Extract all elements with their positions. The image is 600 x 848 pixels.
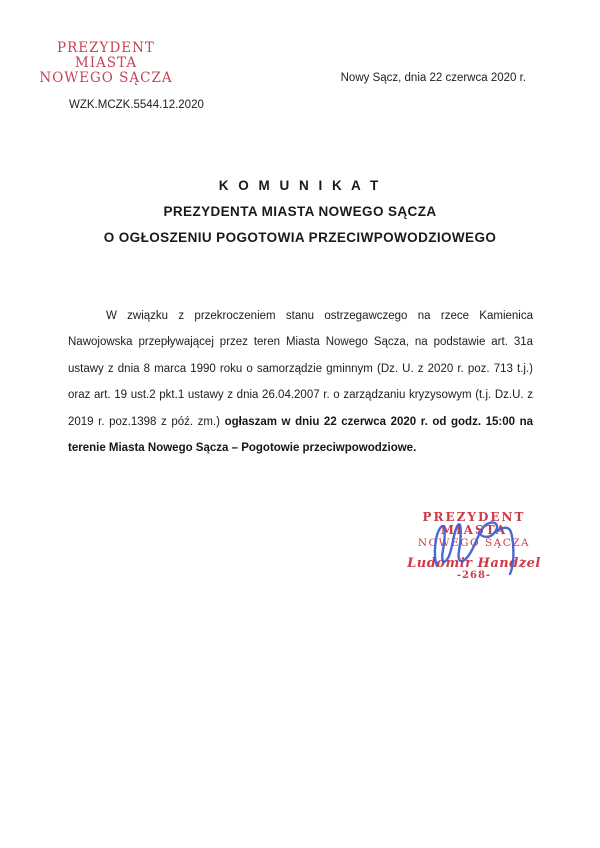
signature-stamp-line1: PREZYDENT MIASTA xyxy=(422,510,526,537)
signature-name: Ludomir Handzel xyxy=(407,556,541,571)
handwritten-signature-icon xyxy=(423,514,527,584)
signature-stamp-line2: NOWEGO SĄCZA xyxy=(417,537,531,549)
signature-number: -268- xyxy=(456,570,492,581)
body-text-bold: ogłaszam w dniu 22 czerwca 2020 r. od godz. 15:00 na terenie Miasta Nowego Sącza – Pogotowie przeciwpowodziowe. xyxy=(68,415,533,454)
date-line: Nowy Sącz, dnia 22 czerwca 2020 r. xyxy=(340,72,526,84)
reference-number: WZK.MCZK.5544.12.2020 xyxy=(69,99,204,111)
title-line1: K O M U N I K A T xyxy=(218,178,382,193)
title-line3: O OGŁOSZENIU POGOTOWIA PRZECIWPOWODZIOWEGO xyxy=(103,230,497,245)
document-title xyxy=(0,173,600,251)
sender-stamp-line2: NOWEGO SĄCZA xyxy=(39,70,173,86)
sender-stamp-line1: PREZYDENT MIASTA xyxy=(57,40,155,71)
body-text-normal: W związku z przekroczeniem stanu ostrzegawczego na rzece Kamienica Nawojowska przepływającej przez teren Miasta Nowego Sącza, na podstawie art. 31a ustawy z dnia 8 marca 1990 roku o samorządzie gminnym (Dz. U. z 2020 r. poz. 713 t.j.) oraz art. 19 ust.2 pkt.1 ustawy z dnia 26.04.2007 r. o zarządzaniu kryzysowym (t.j. Dz.U. z 2019 r. poz.1398 z póź. zm.) xyxy=(68,309,533,428)
body-paragraph xyxy=(68,303,533,462)
sender-stamp xyxy=(36,41,176,86)
title-line2: PREZYDENTA MIASTA NOWEGO SĄCZA xyxy=(163,204,437,219)
